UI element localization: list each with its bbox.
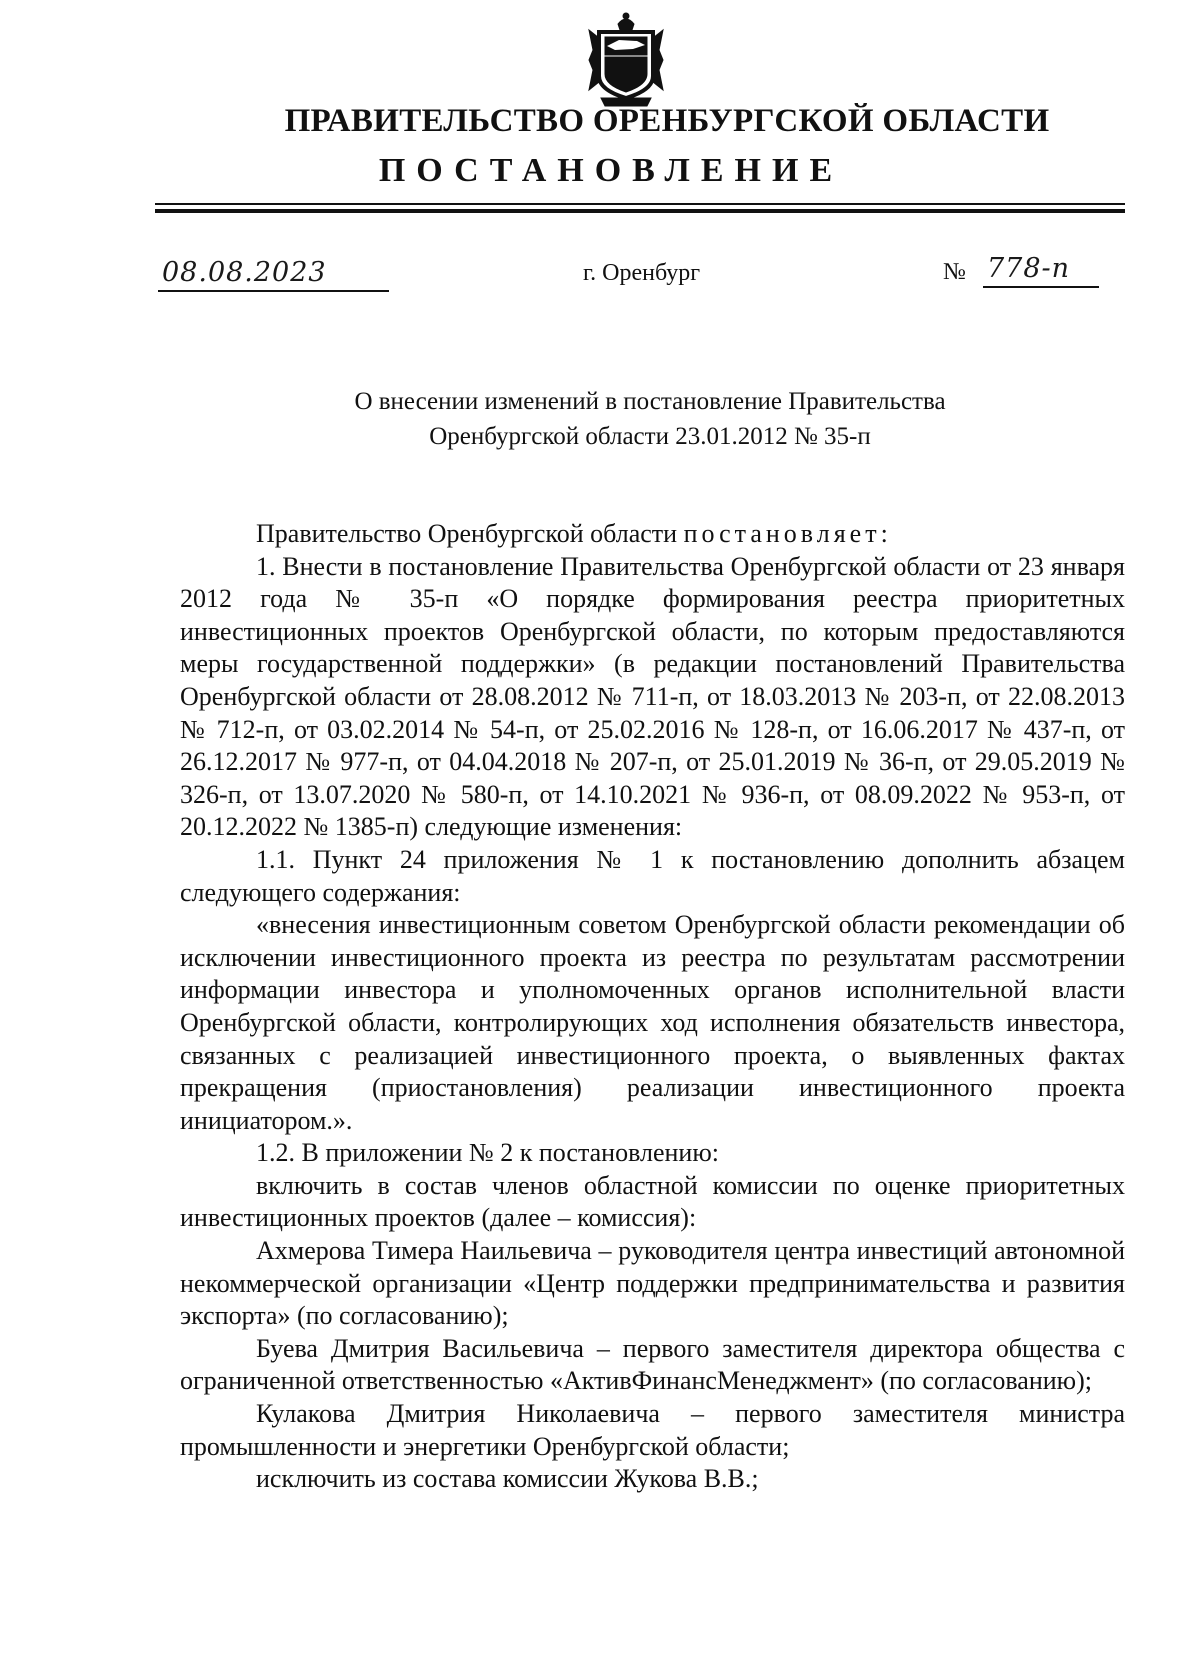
header-divider-thin [155, 203, 1125, 205]
paragraph: включить в состав членов областной комиссии по оценке приоритетных инвестиционных проектов (далее – комиссия): [180, 1170, 1125, 1233]
preamble-lead: Правительство Оренбургской области [256, 519, 684, 548]
document-city: г. Оренбург [583, 260, 701, 286]
document-type-title: ПОСТАНОВЛЕНИЕ [378, 152, 844, 189]
preamble-colon: : [880, 519, 888, 548]
paragraph: 1.2. В приложении № 2 к постановлению: [256, 1138, 719, 1168]
subject-line-1: О внесении изменений в постановление Правительства [354, 388, 946, 415]
document-subject [150, 384, 1150, 454]
paragraph: исключить из состава комиссии Жукова В.В.; [256, 1464, 759, 1494]
preamble [180, 518, 1125, 551]
paragraph: Ахмерова Тимера Наильевича – руководителя центра инвестиций автономной некоммерческой организации «Центр поддержки предпринимательства и развития экспорта» (по согласованию); [180, 1236, 1125, 1331]
preamble-verb: постановляет [683, 519, 881, 548]
paragraph: «внесения инвестиционным советом Оренбургской области рекомендации об исключении инвестиционного проекта из реестра по результатам рассмотрении информации инвестора и уполномоченных органов исполнительной власти Оренбургской области, контролирующих ход исполнения обязательств инвестора, связанных с реализацией инвестиционного проекта, о выявленных фактах прекращения (приостановления) реализации инвестиционного проекта инициатором.». [180, 910, 1125, 1135]
document-body [180, 518, 1125, 1496]
coat-of-arms-icon [585, 10, 667, 110]
paragraph: 1. Внести в постановление Правительства Оренбургской области от 23 января 2012 года № 35-п «О порядке формирования реестра приоритетных инвестиционных проектов Оренбургской области, по которым предоставляются меры государственной поддержки» (в редакции постановлений Правительства Оренбургской области от 28.08.2012 № 711-п, от 18.03.2013 № 203-п, от 22.08.2013 № 712-п, от 03.02.2014 № 54-п, от 25.02.2016 № 128-п, от 16.06.2017 № 437-п, от 26.12.2017 № 977-п, от 04.04.2018 № 207-п, от 25.01.2019 № 36-п, от 29.05.2019 № 326-п, от 13.07.2020 № 580-п, от 14.10.2021 № 936-п, от 08.09.2022 № 953-п, от 20.12.2022 № 1385-п) следующие изменения: [180, 551, 1125, 842]
document-date: 08.08.2023 [158, 256, 389, 292]
document-number: 778-п [983, 252, 1099, 288]
paragraph: 1.1. Пункт 24 приложения № 1 к постановлению дополнить абзацем следующего содержания: [180, 844, 1125, 907]
paragraph: Буева Дмитрия Васильевича – первого заместителя директора общества с ограниченной ответственностью «АктивФинансМенеджмент» (по согласованию); [180, 1333, 1125, 1396]
document-number-label: № [943, 259, 966, 285]
organization-title: ПРАВИТЕЛЬСТВО ОРЕНБУРГСКОЙ ОБЛАСТИ [284, 103, 1050, 139]
header-divider-thick [155, 209, 1125, 213]
paragraph: Кулакова Дмитрия Николаевича – первого заместителя министра промышленности и энергетики Оренбургской области; [180, 1399, 1125, 1461]
subject-line-2: Оренбургской области 23.01.2012 № 35-п [429, 423, 871, 450]
